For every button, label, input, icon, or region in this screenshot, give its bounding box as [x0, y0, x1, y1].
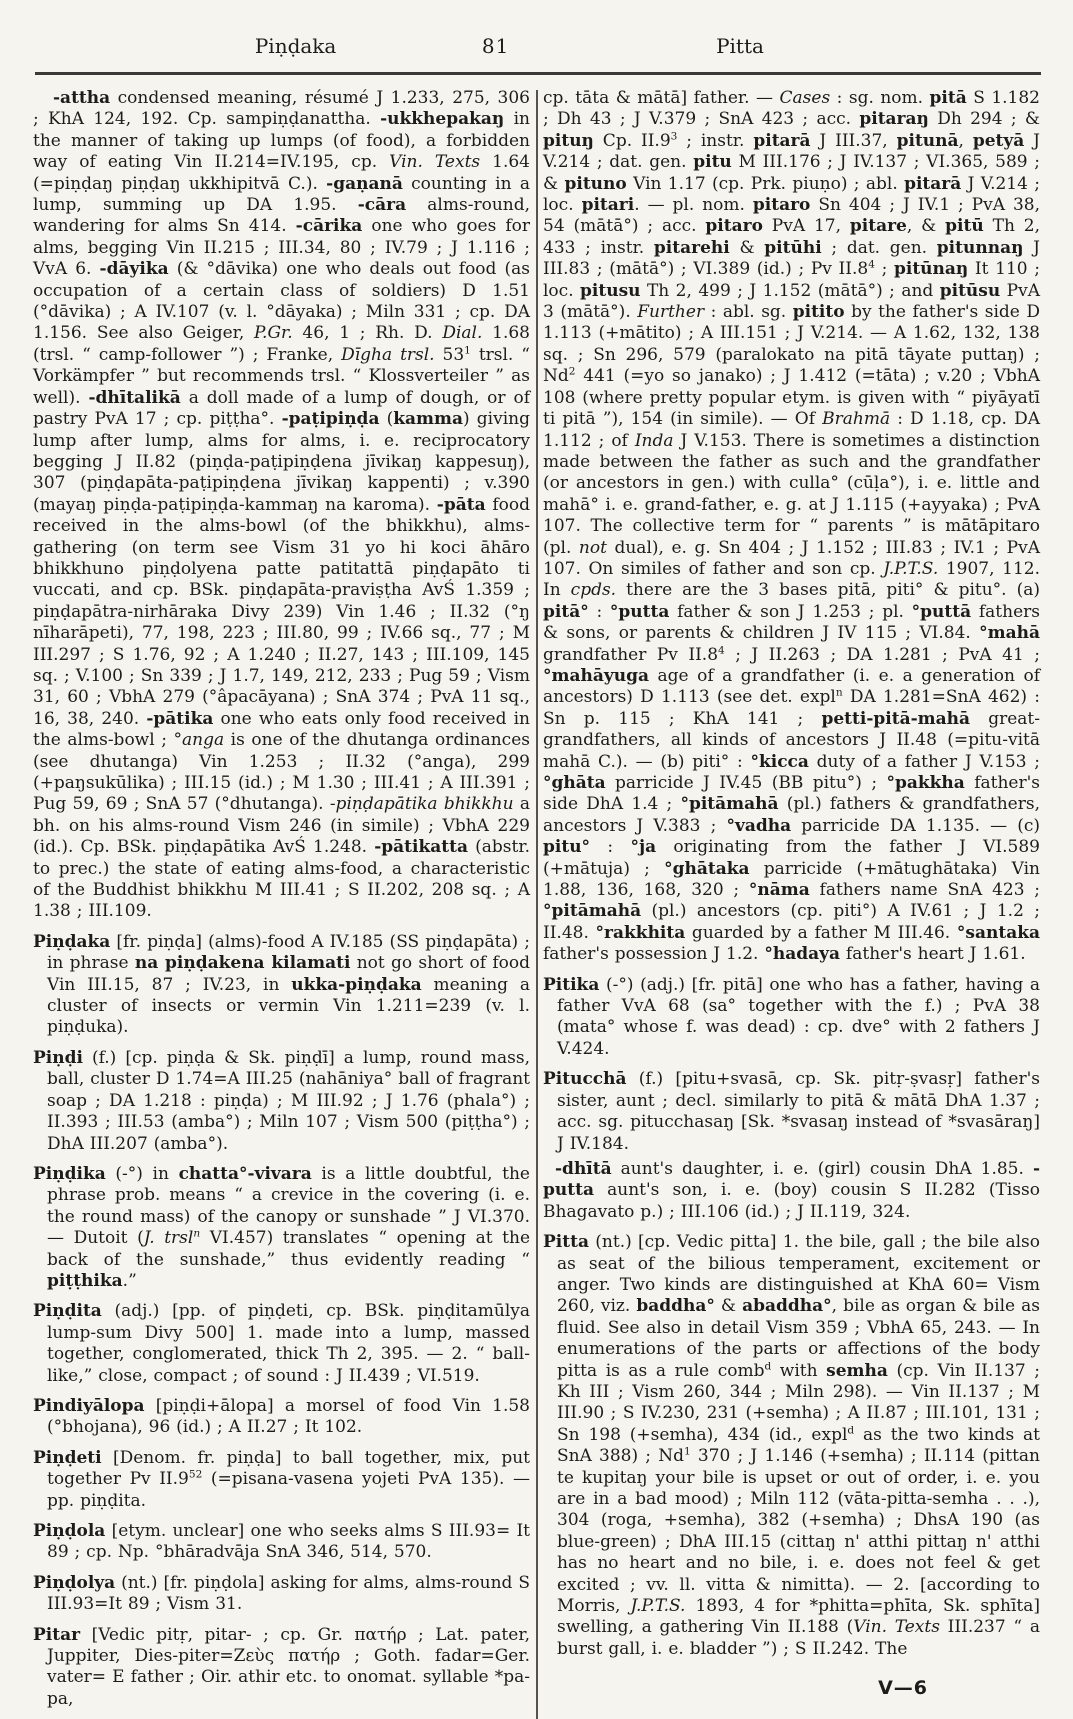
- running-header: [33, 34, 1043, 64]
- entry-compound-lines: -dhītā aunt's daughter, i. e. (girl) cousin DhA 1.85. -putta aunt's son, i. e. (boy) cousin S II.282 (Tisso Bhagavato p.) ; III.106 (id.) ; J II.119, 324.: [543, 1158, 1040, 1222]
- dictionary-entry: [33, 932, 530, 1039]
- dictionary-entry: [33, 1301, 530, 1387]
- entry-body: [Vedic pitṛ, pitar- ; cp. Gr. πατήρ ; Lat. pater, Juppiter, Dies-piter=Ζεὺς πατήρ ; Goth. fadar=Ger. vater= E father ; Oir. athir etc. to onomat. syllable *pa-pa,: [47, 1624, 530, 1709]
- dictionary-entry: [33, 1164, 530, 1292]
- entry-body: (-°) in chatta°-vivara is a little doubtful, the phrase prob. means “ a crevice in the covering (i. e. the round mass) of the canopy or sunshade ” J VI.370. — Dutoit (J. trsl$^n$ VI.457) translates “ opening at the back of the sunshade,” thus evidently reading “ piṭṭhika.”: [47, 1163, 531, 1291]
- dictionary-entry: [33, 1396, 530, 1439]
- dictionary-entry: [33, 1448, 530, 1512]
- column-divider: [536, 90, 538, 1719]
- entry-headword: Piṇḍeti: [33, 1447, 102, 1468]
- entry-body: [etym. unclear] one who seeks alms S III.93= It 89 ; cp. Np. °bhāradvāja SnA 346, 514, 570.: [47, 1521, 530, 1563]
- entry-headword: Pitucchā: [543, 1069, 627, 1090]
- entry-body: (-°) (adj.) [fr. pitā] one who has a father, having a father VvA 68 (sa° together with the f.) ; PvA 38 (mata° whose f. was dead) : cp. dve° with 2 fathers J V.424.: [557, 974, 1040, 1059]
- entry-headword: Pitika: [543, 974, 600, 995]
- entry-headword: Pindiyālopa: [33, 1395, 145, 1416]
- entry-body: (f.) [pitu+svasā, cp. Sk. pitṛ-ṣvasṛ] father's sister, aunt ; decl. similarly to pitā & mātā DhA 1.37 ; acc. sg. pitucchasaŋ [Sk. *svasaŋ instead of *svasāraŋ] J IV.184.: [557, 1069, 1040, 1154]
- entry-headword: Pitta: [543, 1232, 589, 1253]
- entry-continuation: cp. tāta & mātā] father. — Cases : sg. nom. pitā S 1.182 ; Dh 43 ; J V.379 ; SnA 423 ; acc. pitaraŋ Dh 294 ; & pituŋ Cp. $II.9^3$ ; instr. pitarā J III.37, pitunā, petyā J V.214 ; dat. gen. pitu M III.176 ; J IV.137 ; VI.365, 589 ; & pituno Vin 1.17 (cp. Prk. piuṇo) ; abl. pitarā J V.214 ; loc. pitari. — pl. nom. pitaro Sn 404 ; J IV.1 ; PvA 38, 54 (mātā°) ; acc. pitaro PvA 17, pitare, & pitū Th 2, 433 ; instr. pitarehi & pitūhi ; dat. gen. pitunnaŋ J III.83 ; (mātā°) ; VI.389 (id.) ; Pv $II.8^4$ ; pitūnaŋ It 110 ; loc. pitusu Th 2, 499 ; J 1.152 (mātā°) ; and pitūsu PvA 3 (mātā°). Further : abl. sg. pitito by the father's side D 1.113 (+mātito) ; A III.151 ; J V.214. — A 1.62, 132, 138 sq. ; Sn 296, 579 (paralokato na pitā tāyate puttaŋ) ; Nd$^2$ 441 (=yo so janako) ; J 1.412 (=tāta) ; v.20 ; VbhA 108 (where pretty popular etym. is given with “ piyāyatī ti pitā ”), 154 (in simile). — Of Brahmā : D 1.18, cp. DA 1.112 ; of Inda J V.153. There is sometimes a distinction made between the father as such and the grandfather (or ancestors in gen.) with culla° (cūḷa°), i. e. little and mahā° i. e. grand-father, e. g. at J 1.115 (+ayyaka) ; PvA 107. The collective term for “ parents ” is mātāpitaro (pl. not dual), e. g. Sn 404 ; J 1.152 ; III.83 ; IV.1 ; PvA 107. On similes of father and son cp. J.P.T.S. 1907, 112. In cpds. there are the 3 bases pitā, piti° & pitu°. (a) pitā° : °putta father & son J 1.253 ; pl. °puttā fathers & sons, or parents & children J IV 115 ; VI.84. °mahā grandfather Pv $II.8^4$ ; J II.263 ; DA 1.281 ; PvA 41 ; °mahāyuga age of a grandfather (i. e. a generation of ancestors) D 1.113 (see det. expl$^n$ DA 1.281=SnA 462) : Sn p. 115 ; KhA 141 ; petti-pitā-mahā great-grandfathers, all kinds of ancestors J II.48 (=pitu-vitā mahā C.). — (b) piti° : °kicca duty of a father J V.153 ; °ghāta parricide J IV.45 (BB pitu°) ; °pakkha father's side DhA 1.4 ; °pitāmahā (pl.) fathers & grandfathers, ancestors J V.383 ; °vadha parricide DA 1.135. — (c) pitu° : °ja originating from the father J VI.589 (+mātuja) ; °ghātaka parricide (+mātughātaka) Vin 1.88, 136, 168, 320 ; °nāma fathers name SnA 423 ; °pitāmahā (pl.) ancestors (cp. piti°) A IV.61 ; J 1.2 ; II.48. °rakkhita guarded by a father M III.46. °santaka father's possession J 1.2. °hadaya father's heart J 1.61.: [543, 88, 1041, 965]
- running-head-right: Pitta: [716, 34, 764, 58]
- dictionary-entry: [543, 1232, 1040, 1660]
- entry-headword: Piṇḍolya: [33, 1572, 116, 1593]
- header-rule: [35, 72, 1041, 75]
- entry-body: (f.) [cp. piṇḍa & Sk. piṇḍī] a lump, round mass, ball, cluster D 1.74=A III.25 (nahāniya° ball of fragrant soap ; DA 1.218 : piṇḍa) ; M III.92 ; J 1.76 (phala°) ; II.393 ; III.53 (amba°) ; Miln 107 ; Vism 500 (piṭṭha°) ; DhA III.207 (amba°).: [47, 1047, 530, 1154]
- left-column: [33, 88, 530, 1719]
- entry-continuation: -attha condensed meaning, résumé J 1.233, 275, 306 ; KhA 124, 192. Cp. sampiṇḍanattha. -ukkhepakaŋ in the manner of taking up lumps (of food), a forbidden way of eating Vin II.214=IV.195, cp. Vin. Texts 1.64 (=piṇḍaŋ piṇḍaŋ ukkhipitvā C.). -gaṇanā counting in a lump, summing up DA 1.95. -cāra alms-round, wandering for alms Sn 414. -cārika one who goes for alms, begging Vin II.215 ; III.34, 80 ; IV.79 ; J 1.116 ; VvA 6. -dāyika (& °dāvika) one who deals out food (as occupation of a certain class of soldiers) D 1.51 (°dāvika) ; A IV.107 (v. l. °dāyaka) ; Miln 331 ; cp. DA 1.156. See also Geiger, P.Gr. 46, 1 ; Rh. D. Dial. 1.68 (trsl. “ camp-follower ”) ; Franke, Dīgha trsl. $53^1$ trsl. “ Vorkämpfer ” but recommends trsl. “ Klossverteiler ” as well). -dhītalikā a doll made of a lump of dough, or of pastry PvA 17 ; cp. piṭṭha°. -paṭipiṇḍa (kamma) giving lump after lump, alms for alms, i. e. reciprocatory begging J II.82 (piṇḍa-paṭipiṇḍena jīvikaŋ kappesuŋ), 307 (piṇḍapāta-paṭipiṇḍena jīvikaŋ kappenti) ; v.390 (mayaŋ piṇḍa-paṭipiṇḍa-kammaŋ na karoma). -pāta food received in the alms-bowl (of the bhikkhu), alms-gathering (on term see Vism 31 yo hi koci āhāro bhikkhuno piṇḍolyena patte patitattā piṇḍapāto ti vuccati, and cp. BSk. piṇḍapāta-praviṣṭha AvŚ 1.359 ; piṇḍapātra-nirhāraka Divy 239) Vin 1.46 ; II.32 (°ŋ nīharāpeti), 77, 198, 223 ; III.80, 99 ; IV.66 sq., 77 ; M III.297 ; S 1.76, 92 ; A 1.240 ; II.27, 143 ; III.109, 145 sq. ; V.100 ; Sn 339 ; J 1.7, 149, 212, 233 ; Pug 59 ; Vism 31, 60 ; VbhA 279 (°âpacāyana) ; SnA 374 ; PvA 11 sq., 16, 38, 240. -pātika one who eats only food received in the alms-bowl ; °anga is one of the dhutanga ordinances (see dhutanga) Vin 1.253 ; II.32 (°anga), 299 (+paŋsukūlika) ; III.15 (id.) ; M 1.30 ; III.41 ; A III.391 ; Pug 59, 69 ; SnA 57 (°dhutanga). -piṇḍapātika bhikkhu a bh. on his alms-round Vism 246 (in simile) ; VbhA 229 (id.). Cp. BSk. piṇḍapātika AvŚ 1.248. -pātikatta (abstr. to prec.) the state of eating alms-food, a characteristic of the Buddhist bhikkhu M III.41 ; S II.202, 208 sq. ; A 1.38 ; III.109.: [33, 88, 531, 922]
- entry-headword: Piṇḍika: [33, 1163, 106, 1184]
- entry-headword: Piṇḍola: [33, 1521, 106, 1541]
- entry-headword: Piṇḍita: [33, 1301, 102, 1322]
- running-head-left: Piṇḍaka: [254, 34, 337, 58]
- right-column: [543, 88, 1040, 1719]
- signature-mark: V—6: [878, 1677, 928, 1700]
- dictionary-entry: [543, 1069, 1040, 1155]
- dictionary-entry: [33, 1625, 530, 1711]
- entry-body: [fr. piṇḍa] (alms)-food A IV.185 (SS piṇḍapāta) ; in phrase na piṇḍakena kilamati not go short of food Vin III.15, 87 ; IV.23, in ukka-piṇḍaka meaning a cluster of insects or vermin Vin 1.211=239 (v. l. piṇḍuka).: [47, 931, 531, 1038]
- dictionary-entry: [33, 1573, 530, 1616]
- entry-body: (nt.) [cp. Vedic pitta] 1. the bile, gall ; the bile also as seat of the bilious temperament, excitement or anger. Two kinds are distinguished at KhA 60= Vism 260, viz. baddha° & abaddha°, bile as organ & bile as fluid. See also in detail Vism 359 ; VbhA 65, 243. — In enumerations of the parts or affections of the body pitta is as a rule comb$^d$ with semha (cp. Vin II.137 ; Kh III ; Vism 260, 344 ; Miln 298). — Vin II.137 ; M III.90 ; S IV.230, 231 (+semha) ; A II.87 ; III.101, 131 ; Sn 198 (+semha), 434 (id., expl$^d$ as the two kinds at SnA 388) ; Nd$^1$ 370 ; J 1.146 (+semha) ; II.114 (pittan te kupitaŋ your bile is upset or out of order, i. e. you are in a bad mood) ; Miln 112 (vāta-pitta-semha . . .), 304 (roga, +semha), 382 (+semha) ; DhsA 190 (as blue-green) ; DhA III.15 (cittaŋ n' atthi pittaŋ n' atthi has no heart and no bile, i. e. does not feel & get excited ; vv. ll. vitta & nimitta). — 2. [according to Morris, J.P.T.S. 1893, 4 for *phitta=phīta, Sk. sphīta] swelling, a gathering Vin II.188 (Vin. Texts III.237 “ a burst gall, i. e. bladder ”) ; S II.242. The: [557, 1232, 1041, 1659]
- dictionary-entry: [543, 975, 1040, 1061]
- entry-body: (nt.) [fr. piṇḍola] asking for alms, alms-round S III.93=It 89 ; Vism 31.: [47, 1572, 530, 1615]
- text-columns: [33, 88, 1043, 1719]
- entry-headword: Pitar: [33, 1624, 81, 1645]
- page-number: 81: [481, 34, 510, 58]
- entry-headword: Piṇḍaka: [33, 931, 111, 952]
- entry-body: (adj.) [pp. of piṇḍeti, cp. BSk. piṇḍitamūlya lump-sum Divy 500] 1. made into a lump, massed together, conglomerated, thick Th 2, 395. — 2. “ ball-like,” close, compact ; of sound : J II.439 ; VI.519.: [47, 1301, 530, 1386]
- dictionary-entry: [33, 1048, 530, 1155]
- entry-headword: Piṇḍi: [33, 1047, 83, 1068]
- dictionary-entry: [33, 1521, 530, 1564]
- entry-body: [piṇḍi+ālopa] a morsel of food Vin 1.58 (°bhojana), 96 (id.) ; A II.27 ; It 102.: [47, 1395, 530, 1438]
- entry-body: [Denom. fr. piṇḍa] to ball together, mix, put together Pv $II.9^{52}$ (=pisana-vasena yojeti PvA 135). — pp. piṇḍita.: [47, 1447, 530, 1511]
